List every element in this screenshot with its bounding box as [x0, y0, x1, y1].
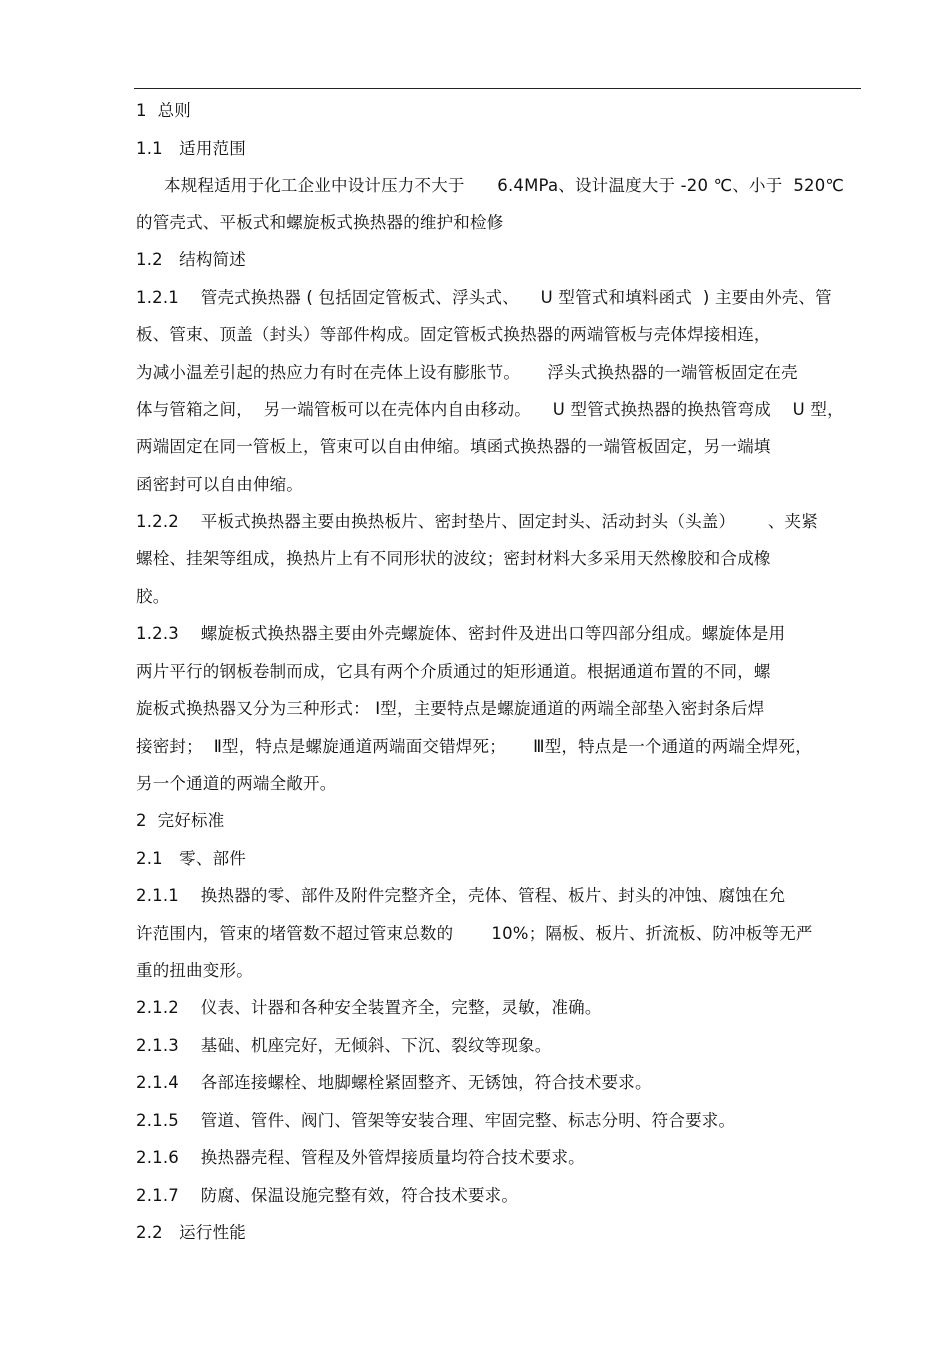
heading-2: 2 完好标准: [136, 811, 225, 830]
paragraph-line: 接密封； Ⅱ型，特点是螺旋通道两端面交错焊死； Ⅲ型，特点是一个通道的两端全焊死，: [136, 737, 812, 756]
paragraph-line: 螺栓、挂架等组成，换热片上有不同形状的波纹；密封材料大多采用天然橡胶和合成橡: [136, 549, 771, 568]
heading-1: 1 总则: [136, 101, 191, 120]
paragraph-line: 函密封可以自由伸缩。: [136, 475, 303, 494]
paragraph-line: 2.1.5 管道、管件、阀门、管架等安装合理、牢固完整、标志分明、符合要求。: [136, 1111, 736, 1130]
paragraph-line: 2.1.7 防腐、保温设施完整有效，符合技术要求。: [136, 1186, 519, 1205]
paragraph-line: 2.1.3 基础、机座完好，无倾斜、下沉、裂纹等现象。: [136, 1036, 552, 1055]
paragraph-line: 的管壳式、平板式和螺旋板式换热器的维护和检修: [136, 213, 504, 232]
paragraph-line: 两端固定在同一管板上，管束可以自由伸缩。填函式换热器的一端管板固定，另一端填: [136, 437, 771, 456]
paragraph-line: 为减小温差引起的热应力有时在壳体上设有膨胀节。 浮头式换热器的一端管板固定在壳: [136, 363, 798, 382]
paragraph-line: 2.1.6 换热器壳程、管程及外管焊接质量均符合技术要求。: [136, 1148, 585, 1167]
paragraph-line: 1.2.2 平板式换热器主要由换热板片、密封垫片、固定封头、活动封头（头盖） 、夹紧: [136, 512, 818, 531]
paragraph-line: 板、管束、顶盖（封头）等部件构成。固定管板式换热器的两端管板与壳体焊接相连，: [136, 325, 771, 344]
heading-1-1: 1.1 适用范围: [136, 139, 246, 158]
paragraph-line: 两片平行的钢板卷制而成，它具有两个介质通过的矩形通道。根据通道布置的不同，螺: [136, 662, 771, 681]
paragraph-line: 1.2.3 螺旋板式换热器主要由外壳螺旋体、密封件及进出口等四部分组成。螺旋体是用: [136, 624, 786, 643]
paragraph-line: 本规程适用于化工企业中设计压力不大于 6.4MPa、设计温度大于 -20 ℃、小于 520℃: [164, 176, 845, 195]
paragraph-line: 1.2.1 管壳式换热器 ( 包括固定管板式、浮头式、 U 型管式和填料函式 ) 主要由外壳、管: [136, 288, 832, 307]
paragraph-line: 重的扭曲变形。: [136, 961, 253, 980]
heading-2-2: 2.2 运行性能: [136, 1223, 246, 1242]
heading-2-1: 2.1 零、部件: [136, 849, 246, 868]
heading-1-2: 1.2 结构简述: [136, 250, 246, 269]
paragraph-line: 胶。: [136, 587, 170, 606]
paragraph-line: 体与管箱之间， 另一端管板可以在壳体内自由移动。 U 型管式换热器的换热管弯成 U 型，: [136, 400, 844, 419]
paragraph-line: 2.1.1 换热器的零、部件及附件完整齐全，壳体、管程、板片、封头的冲蚀、腐蚀在允: [136, 886, 786, 905]
paragraph-line: 许范围内，管束的堵管数不超过管束总数的 10%；隔板、板片、折流板、防冲板等无严: [136, 924, 813, 943]
paragraph-line: 2.1.2 仪表、计器和各种安全装置齐全，完整，灵敏，准确。: [136, 998, 602, 1017]
paragraph-line: 另一个通道的两端全敞开。: [136, 774, 337, 793]
paragraph-line: 旋板式换热器又分为三种形式： Ⅰ型，主要特点是螺旋通道的两端全部垫入密封条后焊: [136, 699, 765, 718]
paragraph-line: 2.1.4 各部连接螺栓、地脚螺栓紧固整齐、无锈蚀，符合技术要求。: [136, 1073, 652, 1092]
header-rule: [134, 88, 861, 89]
